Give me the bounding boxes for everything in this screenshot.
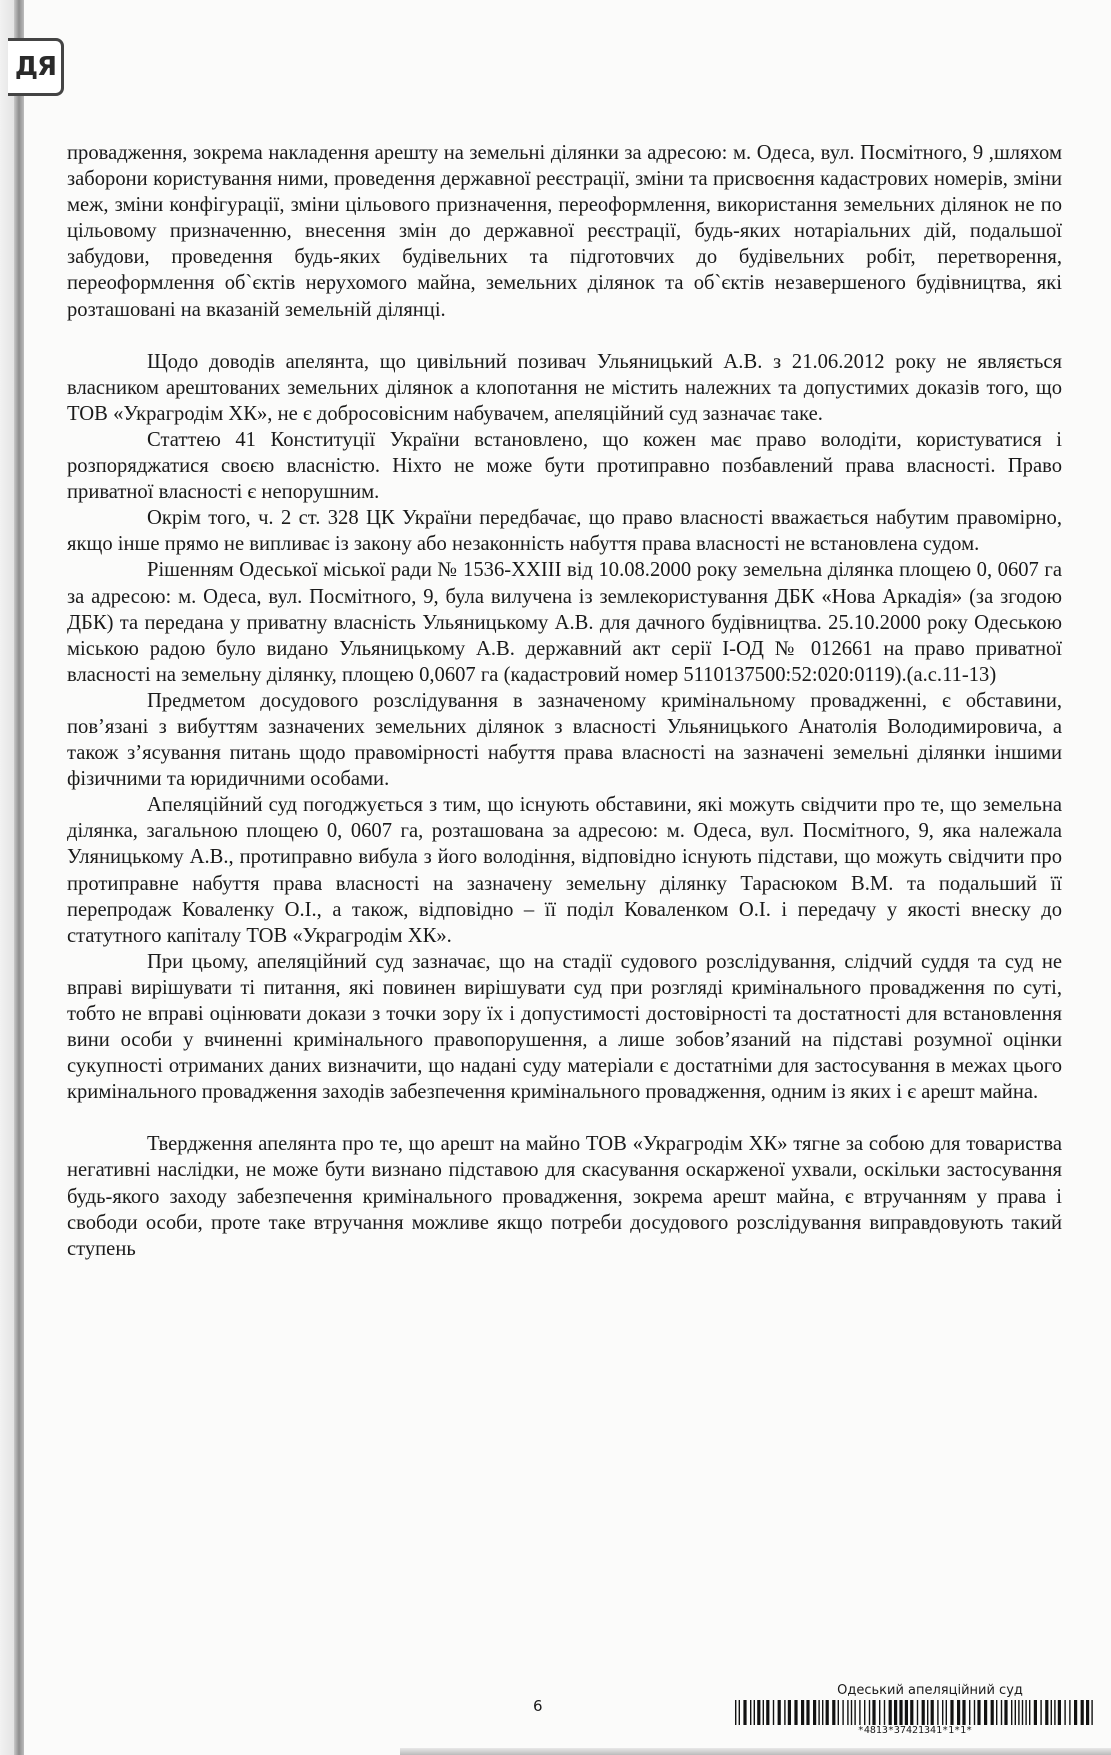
paragraph-9: Твердження апелянта про те, що арешт на майно ТОВ «Украгродім ХК» тягне за собою для товариства негативні наслідки, не може бути визнано підставою для скасування оскарженої ухвали, оскільки застосування будь-якого заходу забезпечення кримінального провадження, зокрема арешт майна, є втручанням у права і свободи особи, проте таке втручання можливе якщо потреби досудового розслідування виправдовують такий ступень [67,1133,1062,1260]
barcode-bar [984,1700,987,1725]
barcode-bar [739,1700,740,1725]
barcode-bar [735,1700,736,1725]
barcode-title: Одеський апеляційний суд [837,1683,1023,1698]
paragraph-3: Статтею 41 Конституції України встановлено, що кожен має право володіти, користуватися і розпоряджатися своєю власністю. Ніхто не може бути протиправно позбавлений права власності. Право приватної власності є непорушним. [67,428,1062,504]
barcode-bar [788,1700,791,1725]
barcode-bar [859,1700,860,1725]
barcode-bar [794,1700,797,1725]
barcode-bar [1091,1700,1092,1725]
stamp-text: ДЯ [14,52,56,82]
barcode-bar [1086,1700,1089,1725]
barcode-bar [1081,1700,1084,1725]
document-body [67,140,1062,1262]
barcode-bar [801,1700,804,1725]
barcode-bar [1018,1700,1019,1725]
barcode-bar [832,1700,835,1725]
barcode-bar [851,1700,852,1725]
barcode-bar [946,1700,947,1725]
barcode-bar [773,1700,774,1725]
barcode-bar [813,1700,816,1725]
barcode-bar [1015,1700,1016,1725]
barcode-bar [894,1700,897,1725]
binding-strip [14,0,24,1755]
barcode-bar [1011,1700,1012,1725]
barcode-bar [937,1700,938,1725]
barcode-bar [1051,1700,1052,1725]
barcode-bar [1074,1700,1077,1725]
barcode-bar [996,1700,997,1725]
page-edge-shadow [400,1748,1111,1755]
paragraph-1: провадження, зокрема накладення арешту на земельні ділянки за адресою: м. Одеса, вул. Посмітного, 9 ,шляхом заборони користування ними, проведення державної реєстрації, зміни та присвоєння кадастрових номерів, зміни меж, зміни конфігурації, зміни цільового призначення, переоформлення, використання земельних ділянок не по цільовому призначенню, внесення змін до державної реєстрації, будь-яких нотаріальних дій, подальшої забудови, проведення будь-яких будівельних та підготовчих до будівельних робіт, перетворення, переоформлення об`єктів нерухомого майна, земельних ділянок та об`єктів незавершеного будівництва, які розташовані на вказаній земельній ділянці. [67,142,1062,321]
barcode-bar [872,1700,875,1725]
barcode-bar [931,1700,934,1725]
barcode-bar [766,1700,769,1725]
barcode-bar [778,1700,781,1725]
paragraph-2: Щодо доводів апелянта, що цивільний позивач Ульяницький А.В. з 21.06.2012 року не являється власником арештованих земельних ділянок а клопотання не містить належних та допустимих доказів того, що ТОВ «Украгродім ХК», не є добросовісним набувачем, апеляційний суд зазначає таке. [67,350,1062,425]
paragraph-gap [67,323,1062,349]
binding-shadow [0,0,14,1755]
paragraph-8: При цьому, апеляційний суд зазначає, що на стадії судового розслідування, слідчий суддя та суд не вправі вирішувати ті питання, які повинен вирішувати суд при розгляді кримінального провадження по суті, тобто не вправі оцінювати докази з точки зору їх і допустимості достовірності та достатності для встановлення вини особи у вчиненні кримінального правопорушення, а лише зобов’язаний на підставі розумної оцінки сукупності отриманих даних визначити, що надані суду матеріали є достатніми для застосування в межах цього кримінального провадження заходів забезпечення кримінального провадження, одним із яких і є арешт майна. [67,950,1062,1104]
paragraph-4: Окрім того, ч. 2 ст. 328 ЦК України передбачає, що право власності вважається набутим правомірно, якщо інше прямо не випливає із закону або незаконність набуття права власності не встановлена судом. [67,507,1062,556]
page-number: 6 [533,1697,543,1715]
barcode-bar [864,1700,865,1725]
barcode-bar [1001,1700,1002,1725]
barcode-bar [879,1700,880,1725]
barcode-bar [854,1700,855,1725]
barcode-bar [957,1700,960,1725]
barcode-bar [826,1700,829,1725]
barcode-bar [991,1700,994,1725]
barcode-bar [750,1700,751,1725]
barcode-bar [910,1700,913,1725]
paragraph-6: Предметом досудового розслідування в зазначеному кримінальному провадженні, є обставини, пов’язані з вибуттям зазначених земельних ділянок з власності Ульяницького Анатолія Володимировича, а також з’ясування питань щодо правомірності набуття права власності на зазначені земельні ділянки іншими фізичними та юридичними особами. [67,689,1062,791]
court-barcode [730,1684,1100,1736]
barcode-bar [899,1700,902,1725]
barcode-bar [754,1700,755,1725]
barcode-bar [905,1700,908,1725]
barcode-bar [884,1700,885,1725]
barcode-bar [743,1700,746,1725]
barcode-bar [969,1700,970,1725]
barcode-bar [1034,1700,1037,1725]
barcode-bar [806,1700,809,1725]
barcode-icon [735,1700,1095,1725]
barcode-bar [950,1700,953,1725]
barcode-bar [942,1700,943,1725]
barcode-bar [922,1700,925,1725]
barcode-bar [1004,1700,1007,1725]
barcode-bar [927,1700,928,1725]
barcode-bar [889,1700,892,1725]
barcode-bar [763,1700,764,1725]
barcode-bar [1029,1700,1030,1725]
barcode-bar [974,1700,975,1725]
barcode-bar [1022,1700,1023,1725]
barcode-bar [818,1700,819,1725]
barcode-bar [1025,1700,1026,1725]
barcode-bar [822,1700,823,1725]
barcode-bar [917,1700,918,1725]
barcode-bar [1040,1700,1041,1725]
paragraph-5: Рішенням Одеської міської ради № 1536-XXIII від 10.08.2000 року земельна ділянка площею 0, 0607 га за адресою: м. Одеса, вул. Посмітного, 9, була вилучена із землекористування ДБК «Нова Аркадія» (за згодою ДБК) та передана у приватну власність Ульяницькому А.В. для дачного будівництва. 25.10.2000 року Одеською міською радою було видано Ульяницькому А.В. державний акт серії І-ОД № 012661 на право приватної власності на земельну ділянку, площею 0,0607 га (кадастровий номер 5110137500:52:020:0119).(а.с.11-13) [67,559,1062,686]
barcode-bar [1058,1700,1061,1725]
barcode-bar [1069,1700,1070,1725]
corner-stamp [8,38,64,96]
paragraph-7: Апеляційний суд погоджується з тим, що існують обставини, які можуть свідчити про те, що земельна ділянка, загальною площею 0, 0607 га, розташована за адресою: м. Одеса, вул. Посмітного, 9, яка належала Уляницькому А.В., протиправно вибула з його володіння, відповідно існують підстави, що можуть свідчити про протиправне набуття права власності на зазначену земельну ділянку Тарасюком В.М. та подальший її перепродаж Коваленку О.І., а також, відповідно – її поділ Коваленком О.І. і передачу у якості внеску до статутного капіталу ТОВ «Украгродім ХК». [67,794,1062,947]
barcode-bar [977,1700,980,1725]
barcode-code: *4813*37421341*1*1* [857,1725,973,1736]
barcode-bar [1045,1700,1048,1725]
barcode-bar [838,1700,839,1725]
barcode-bar [869,1700,870,1725]
barcode-bar [962,1700,965,1725]
barcode-bar [757,1700,760,1725]
barcode-bar [847,1700,848,1725]
barcode-bar [842,1700,843,1725]
paragraph-gap [67,1105,1062,1131]
barcode-bar [1054,1700,1055,1725]
barcode-bar [1064,1700,1065,1725]
barcode-bar [784,1700,785,1725]
